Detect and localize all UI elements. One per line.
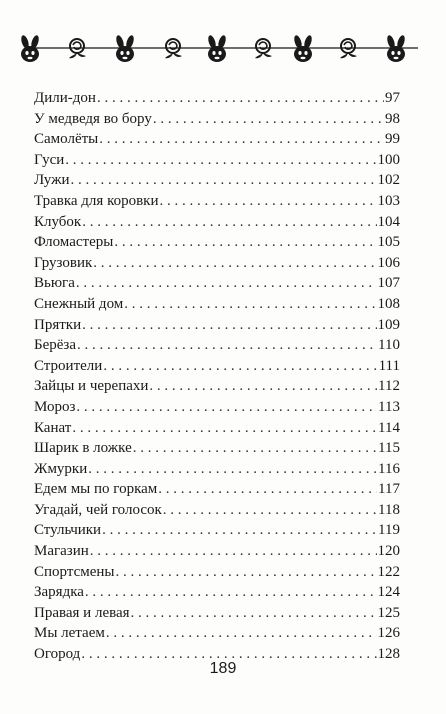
toc-entry-page: 112: [378, 378, 400, 395]
toc-entry: [34, 438, 400, 459]
toc-entry: [34, 253, 400, 274]
toc-entry-title: Правая и левая: [34, 604, 130, 621]
toc-dot-leader: [114, 232, 376, 253]
toc-entry-title: Стульчики: [34, 522, 102, 539]
toc-entry: [34, 150, 400, 171]
toc-entry: [34, 376, 400, 397]
toc-entry-title: Спортсмены: [34, 563, 115, 580]
decorative-header-border: [18, 28, 428, 68]
toc-entry-title: Шарик в ложке: [34, 440, 132, 457]
toc-dot-leader: [131, 603, 377, 624]
toc-entry-page: 118: [378, 501, 400, 518]
toc-entry-page: 115: [378, 440, 400, 457]
toc-entry-page: 102: [377, 172, 400, 189]
toc-dot-leader: [133, 438, 377, 459]
toc-entry-title: У медведя во бору: [34, 110, 152, 127]
table-of-contents: [34, 88, 400, 665]
toc-entry-title: Магазин: [34, 543, 89, 560]
toc-entry-title: Канат: [34, 419, 72, 436]
toc-entry: [34, 623, 400, 644]
toc-entry-page: 103: [377, 192, 400, 209]
toc-entry-page: 110: [378, 337, 400, 354]
toc-entry: [34, 335, 400, 356]
page-number: 189: [209, 660, 237, 677]
toc-dot-leader: [153, 109, 384, 130]
toc-entry-page: 128: [377, 646, 400, 663]
toc-dot-leader: [93, 253, 376, 274]
toc-entry-title: Дили-дон: [34, 90, 96, 106]
toc-entry-title: Берёза: [34, 337, 77, 354]
toc-dot-leader: [149, 376, 377, 397]
toc-entry-page: 107: [377, 275, 400, 292]
toc-entry-page: 116: [378, 460, 400, 477]
toc-entry-page: 113: [378, 398, 400, 415]
toc-entry-title: Мы летаем: [34, 625, 105, 642]
toc-dot-leader: [97, 88, 384, 109]
toc-entry: [34, 459, 400, 480]
toc-dot-leader: [160, 191, 377, 212]
toc-dot-leader: [102, 520, 377, 541]
toc-entry-title: Самолёты: [34, 131, 99, 148]
rose-icon: [255, 39, 272, 58]
toc-entry-page: 124: [377, 584, 400, 601]
toc-entry: [34, 500, 400, 521]
toc-entry-page: 97: [385, 90, 400, 106]
toc-entry: [34, 273, 400, 294]
rose-icon: [69, 39, 86, 58]
toc-entry: [34, 603, 400, 624]
toc-entry: [34, 315, 400, 336]
toc-entry-title: Вьюга: [34, 275, 75, 292]
toc-entry-title: Снежный дом: [34, 295, 124, 312]
toc-dot-leader: [116, 562, 377, 583]
toc-dot-leader: [76, 273, 377, 294]
toc-dot-leader: [72, 418, 377, 439]
rose-icon: [340, 39, 357, 58]
toc-entry: [34, 170, 400, 191]
toc-dot-leader: [71, 170, 377, 191]
toc-entry-title: Огород: [34, 646, 81, 663]
toc-dot-leader: [65, 150, 376, 171]
toc-entry-page: 111: [378, 357, 400, 374]
toc-entry-page: 120: [377, 543, 400, 560]
toc-entry-title: Грузовик: [34, 254, 93, 271]
toc-entry: [34, 294, 400, 315]
toc-entry: [34, 356, 400, 377]
rose-icon: [165, 39, 182, 58]
toc-entry-page: 106: [377, 254, 400, 271]
toc-entry-title: Зайцы и черепахи: [34, 378, 149, 395]
toc-entry-page: 125: [377, 604, 400, 621]
toc-entry: [34, 582, 400, 603]
toc-entry-title: Едем мы по горкам: [34, 481, 158, 498]
toc-entry: [34, 541, 400, 562]
toc-entry: [34, 562, 400, 583]
toc-entry-page: 119: [378, 522, 400, 539]
toc-entry-page: 98: [385, 110, 400, 127]
toc-entry: [34, 232, 400, 253]
toc-entry-page: 109: [377, 316, 400, 333]
toc-entry-page: 122: [377, 563, 400, 580]
toc-dot-leader: [90, 541, 377, 562]
toc-dot-leader: [82, 315, 376, 336]
toc-entry: [34, 397, 400, 418]
toc-entry-page: 117: [378, 481, 400, 498]
toc-dot-leader: [77, 335, 377, 356]
toc-dot-leader: [85, 582, 377, 603]
toc-entry-title: Травка для коровки: [34, 192, 159, 209]
toc-entry-page: 108: [377, 295, 400, 312]
toc-dot-leader: [103, 356, 377, 377]
toc-entry: [34, 520, 400, 541]
toc-entry-title: Строители: [34, 357, 103, 374]
toc-entry-title: Мороз: [34, 398, 76, 415]
toc-entry: [34, 129, 400, 150]
toc-entry-page: 104: [377, 213, 400, 230]
toc-entry: [34, 479, 400, 500]
toc-entry-title: Лужи: [34, 172, 70, 189]
toc-entry: [34, 191, 400, 212]
toc-entry-page: 105: [377, 234, 400, 251]
toc-dot-leader: [158, 479, 377, 500]
toc-entry-title: Зарядка: [34, 584, 84, 601]
toc-dot-leader: [82, 212, 376, 233]
toc-entry: [34, 88, 400, 109]
toc-entry-title: Гуси: [34, 151, 65, 168]
toc-entry-title: Клубок: [34, 213, 82, 230]
toc-entry-page: 114: [378, 419, 400, 436]
toc-entry: [34, 418, 400, 439]
toc-entry-page: 99: [385, 131, 400, 148]
toc-entry-title: Фломастеры: [34, 234, 114, 251]
toc-dot-leader: [124, 294, 376, 315]
toc-entry: [34, 109, 400, 130]
toc-entry-title: Угадай, чей голосок: [34, 501, 162, 518]
toc-dot-leader: [163, 500, 377, 521]
toc-entry: [34, 212, 400, 233]
toc-dot-leader: [106, 623, 377, 644]
toc-dot-leader: [76, 397, 377, 418]
toc-entry-page: 126: [377, 625, 400, 642]
toc-entry-title: Жмурки: [34, 460, 88, 477]
toc-entry-title: Прятки: [34, 316, 82, 333]
toc-entry-page: 100: [377, 151, 400, 168]
toc-dot-leader: [88, 459, 377, 480]
toc-dot-leader: [99, 129, 384, 150]
